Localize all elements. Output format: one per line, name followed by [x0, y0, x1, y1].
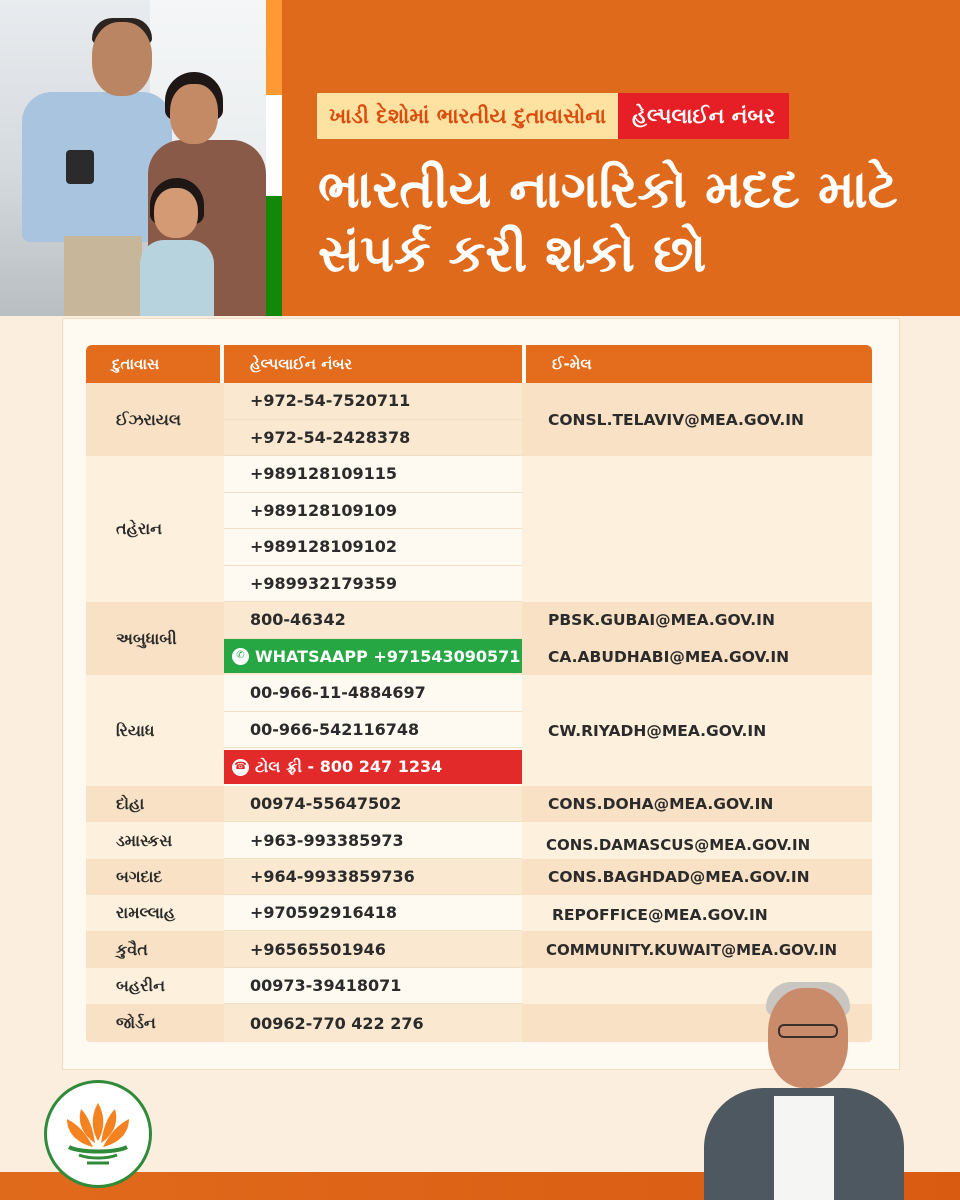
family-photo — [0, 0, 282, 316]
email-address[interactable]: REPOFFICE@MEA.GOV.IN — [552, 906, 768, 924]
kicker-highlight: હેલ્પલાઈન નંબર — [618, 93, 789, 139]
phone-number[interactable]: +989128109109 — [224, 493, 522, 530]
tricolor-stripe — [266, 0, 282, 316]
kicker-label — [317, 93, 789, 139]
lotus-logo — [44, 1080, 152, 1188]
table-header — [86, 345, 872, 383]
phone-number[interactable]: +963-993385973 — [224, 822, 522, 859]
email-address[interactable]: CA.ABUDHABI@MEA.GOV.IN — [548, 647, 790, 666]
kicker-text: ખાડી દેશોમાં ભારતીય દુતાવાસોના — [317, 93, 618, 139]
city-name: જોર્ડન — [116, 1013, 156, 1032]
table-row — [86, 931, 872, 968]
leader-portrait — [688, 978, 918, 1200]
phone-number[interactable]: 00974-55647502 — [224, 786, 522, 822]
email-address[interactable]: CONS.DOHA@MEA.GOV.IN — [548, 795, 774, 813]
city-name: રામલ્લાહ — [116, 903, 176, 922]
table-row — [86, 822, 872, 859]
col-header-helpline: હેલ્પલાઈન નંબર — [224, 345, 522, 383]
city-name: બગદાદ — [116, 867, 163, 886]
phone-icon — [66, 150, 94, 184]
city-name: ઈઝરાયલ — [116, 409, 182, 429]
page-title — [318, 158, 938, 286]
phone-number[interactable]: +989128109115 — [224, 456, 522, 493]
whatsapp-number[interactable] — [224, 639, 522, 673]
phone-number[interactable]: +972-54-7520711 — [224, 383, 522, 420]
col-header-email: ઈ-મેલ — [526, 345, 872, 383]
city-name: રિયાધ — [116, 720, 155, 740]
phone-icon: ☎ — [232, 759, 249, 776]
email-address[interactable]: COMMUNITY.KUWAIT@MEA.GOV.IN — [546, 940, 837, 959]
phone-number[interactable]: +989932179359 — [224, 566, 522, 603]
whatsapp-icon: ✆ — [232, 648, 249, 665]
phone-number[interactable]: +972-54-2428378 — [224, 420, 522, 457]
phone-number[interactable]: +96565501946 — [224, 931, 522, 968]
phone-number[interactable]: 00-966-11-4884697 — [224, 675, 522, 712]
phone-number[interactable]: 800-46342 — [224, 602, 522, 639]
title-line-2: સંપર્ક કરી શકો છો — [318, 224, 707, 284]
toll-free-text: ટોલ ફ્રી - 800 247 1234 — [255, 757, 443, 776]
table-row — [86, 859, 872, 895]
phone-number[interactable]: 00-966-542116748 — [224, 712, 522, 749]
header-banner — [0, 0, 960, 316]
email-address[interactable]: CONSL.TELAVIV@MEA.GOV.IN — [548, 410, 804, 429]
col-header-embassy: દુતાવાસ — [86, 345, 220, 383]
table-row — [86, 383, 872, 456]
title-line-1: ભારતીય નાગરિકો મદદ માટે — [318, 160, 898, 220]
toll-free-number[interactable] — [224, 750, 522, 784]
phone-number[interactable]: +989128109102 — [224, 529, 522, 566]
table-row — [86, 786, 872, 822]
phone-number[interactable]: +970592916418 — [224, 895, 522, 931]
table-row — [86, 675, 872, 786]
whatsapp-number-text: WHATSAAPP +971543090571 — [255, 646, 521, 666]
email-address[interactable]: PBSK.GUBAI@MEA.GOV.IN — [548, 611, 775, 630]
city-name: કુવૈત — [116, 939, 148, 959]
table-row — [86, 456, 872, 602]
email-address[interactable]: CONS.BAGHDAD@MEA.GOV.IN — [548, 868, 810, 886]
table-row — [86, 895, 872, 931]
city-name: દોહા — [116, 794, 145, 813]
city-name: ડમાસ્કસ — [116, 830, 173, 850]
city-name: તહેરાન — [116, 519, 163, 538]
phone-number[interactable]: 00973-39418071 — [224, 968, 522, 1004]
email-address[interactable]: CW.RIYADH@MEA.GOV.IN — [548, 721, 767, 740]
city-name: બહરીન — [116, 976, 165, 995]
phone-number[interactable]: +964-9933859736 — [224, 859, 522, 895]
table-row — [86, 602, 872, 675]
city-name: અબુધાબી — [116, 628, 177, 648]
lotus-icon — [59, 1095, 137, 1173]
phone-number[interactable]: 00962-770 422 276 — [250, 1013, 424, 1033]
email-address[interactable]: CONS.DAMASCUS@MEA.GOV.IN — [546, 835, 811, 854]
